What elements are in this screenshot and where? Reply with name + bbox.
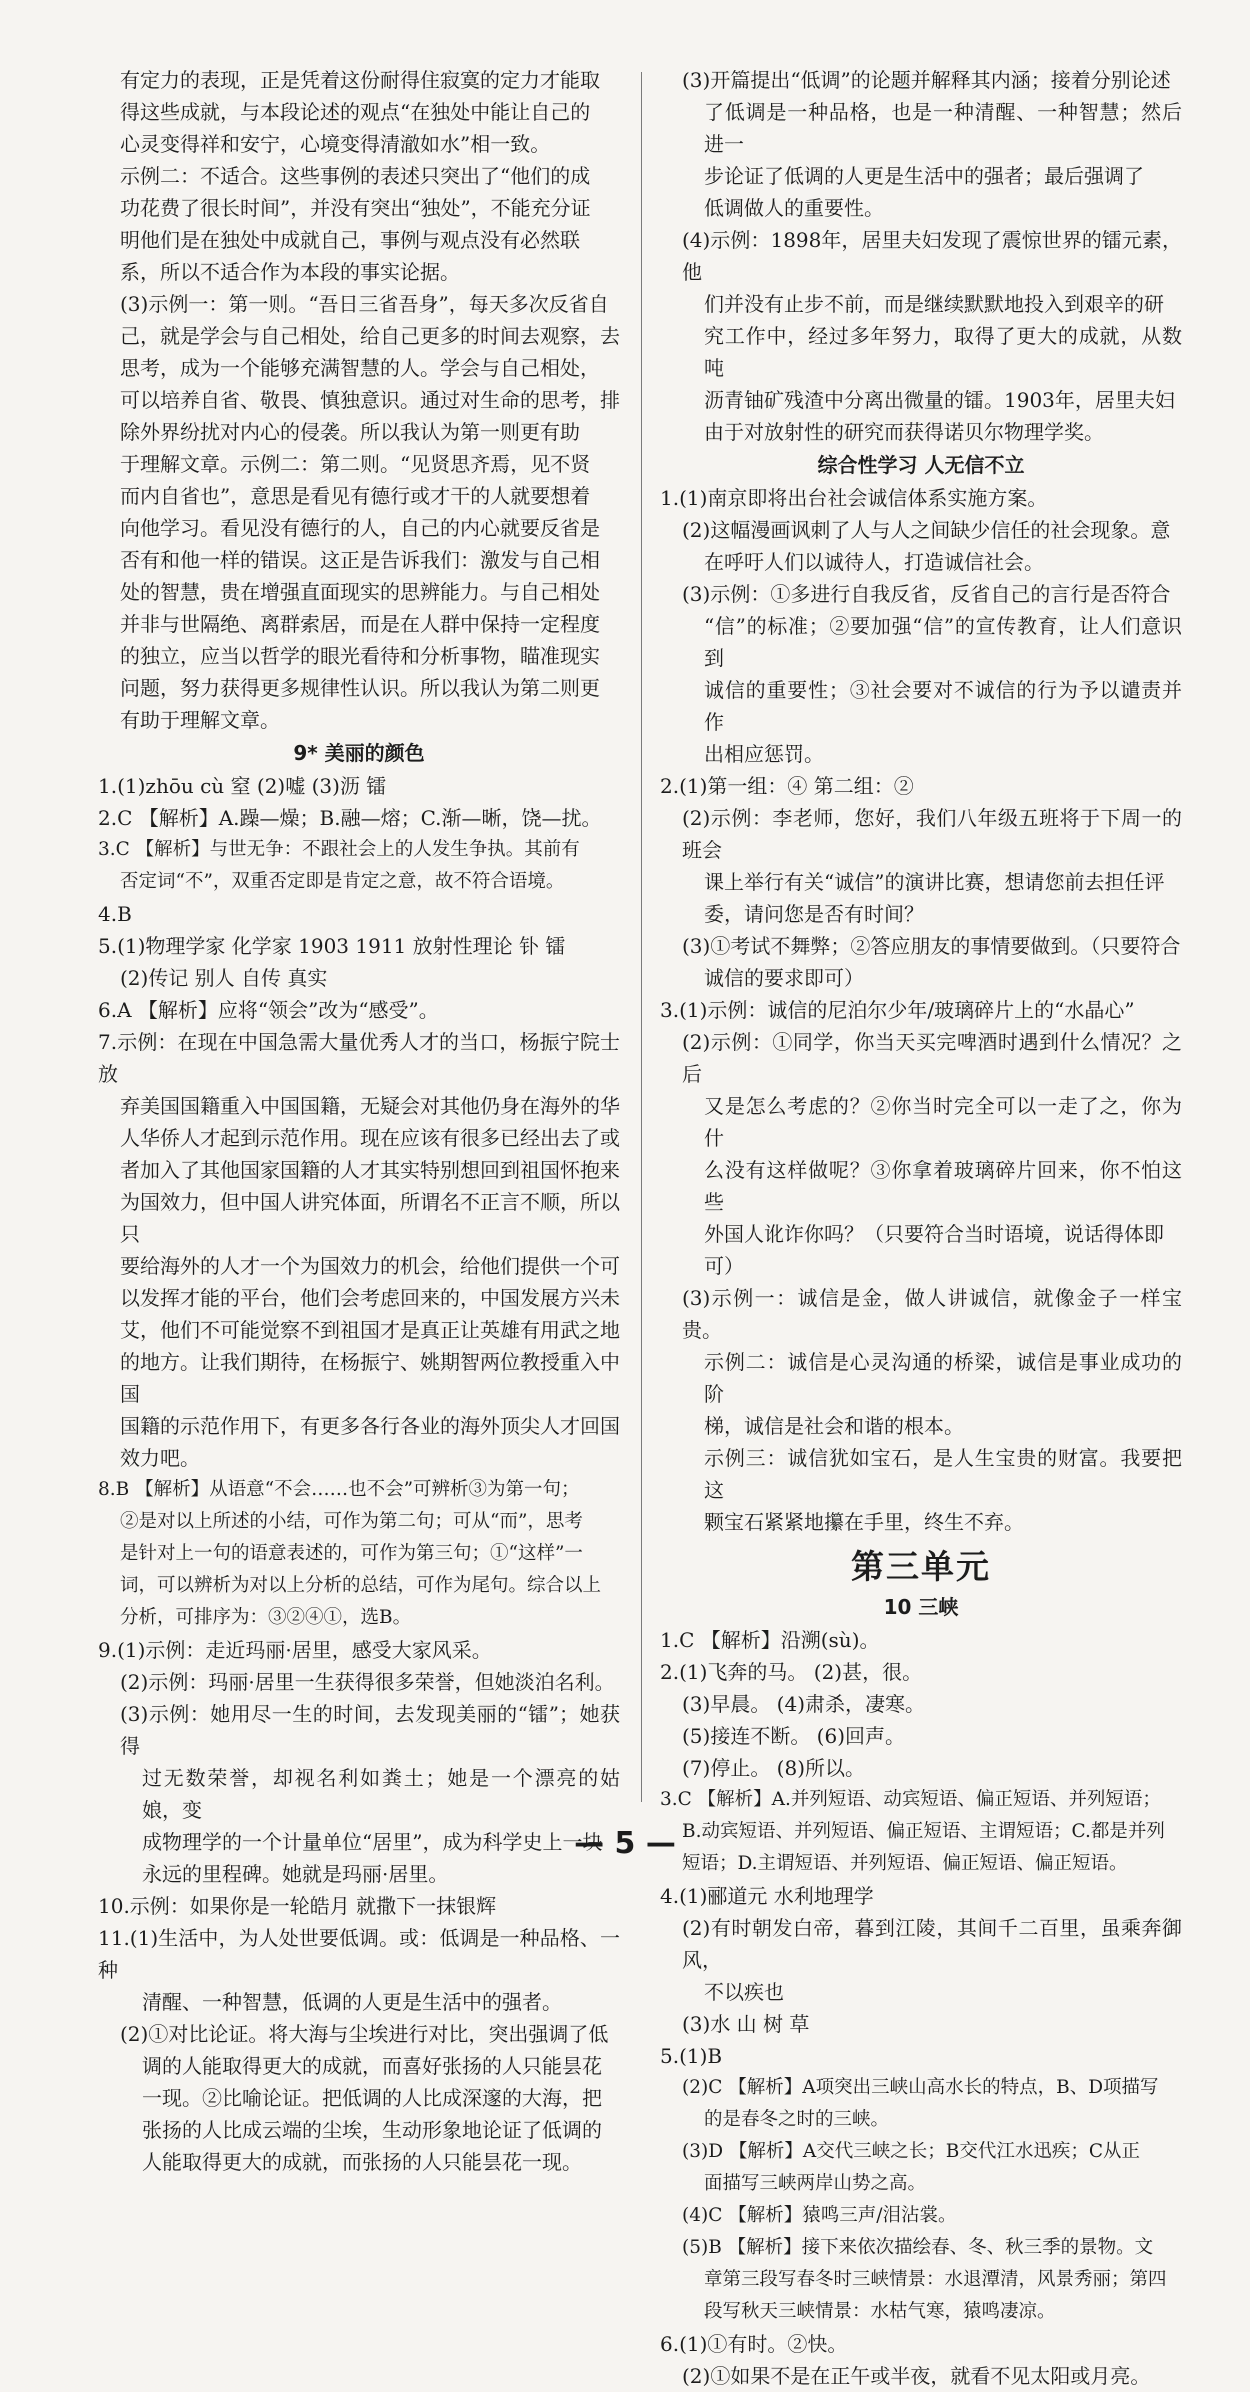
answer-line: “信”的标准；②要加强“信”的宣传教育，让人们意识到 bbox=[704, 614, 1182, 670]
answer-line: 除外界纷扰对内心的侵袭。所以我认为第一则更有助 bbox=[120, 420, 580, 444]
answer-line: (2)示例：①同学，你当天买完啤酒时遇到什么情况？之后 bbox=[682, 1030, 1182, 1086]
answer-line: 人华侨人才起到示范作用。现在应该有很多已经出去了或 bbox=[120, 1126, 620, 1150]
answer-line: 己，就是学会与自己相处，给自己更多的时间去观察，去 bbox=[120, 324, 620, 348]
answer-line: 了低调是一种品格，也是一种清醒、一种智慧；然后进一 bbox=[704, 100, 1182, 156]
answer-line: 不以疾也 bbox=[704, 1980, 784, 2004]
answer-line: 永远的里程碑。她就是玛丽·居里。 bbox=[142, 1862, 449, 1886]
answer-line: (2)示例：李老师，您好，我们八年级五班将于下周一的班会 bbox=[682, 806, 1182, 862]
answer-line: ②是对以上所述的小结，可作为第二句；可从“而”，思考 bbox=[120, 1511, 583, 1532]
section-heading: 10 三峡 bbox=[883, 1595, 959, 1619]
answer-line: 为国效力，但中国人讲究体面，所谓名不正言不顺，所以只 bbox=[120, 1190, 620, 1246]
answer-line: 们并没有止步不前，而是继续默默地投入到艰辛的研 bbox=[704, 292, 1164, 316]
answer-line: (3)示例一：诚信是金，做人讲诚信，就像金子一样宝贵。 bbox=[682, 1286, 1182, 1342]
answer-line: (2)传记 别人 自传 真实 bbox=[120, 966, 328, 990]
answer-line: 并非与世隔绝、离群索居，而是在人群中保持一定程度 bbox=[120, 612, 600, 636]
answer-line: 沥青铀矿残渣中分离出微量的镭。1903年，居里夫妇 bbox=[704, 388, 1175, 412]
answer-line: 2.C 【解析】A.躁—燥；B.融—熔；C.渐—晰，饶—扰。 bbox=[98, 806, 602, 830]
answer-line: 7.示例：在现在中国急需大量优秀人才的当口，杨振宁院士放 bbox=[98, 1030, 620, 1086]
answer-line: 得这些成就，与本段论述的观点“在独处中能让自己的 bbox=[120, 100, 591, 124]
answer-line: 成物理学的一个计量单位“居里”，成为科学史上一块 bbox=[142, 1830, 603, 1854]
answer-line: 5.(1)B bbox=[660, 2044, 723, 2068]
answer-line: 的是春冬之时的三峡。 bbox=[704, 2109, 890, 2130]
answer-line: 清醒、一种智慧，低调的人更是生活中的强者。 bbox=[142, 1990, 562, 2014]
answer-line: 词，可以辨析为对以上分析的总结，可作为尾句。综合以上 bbox=[120, 1575, 602, 1596]
answer-line: 张扬的人比成云端的尘埃，生动形象地论证了低调的 bbox=[142, 2118, 602, 2142]
answer-line: 10.示例：如果你是一轮皓月 就撒下一抹银辉 bbox=[98, 1894, 497, 1918]
answer-line: 1.(1)zhōu cù 窒 (2)嘘 (3)沥 镭 bbox=[98, 774, 387, 798]
section-heading: 综合性学习 人无信不立 bbox=[817, 453, 1025, 477]
answer-line: 心灵变得祥和安宁，心境变得清澈如水”相一致。 bbox=[120, 132, 551, 156]
page-number: — 5 — bbox=[574, 1826, 676, 1861]
answer-line: 过无数荣誉，却视名利如粪土；她是一个漂亮的姑娘，变 bbox=[142, 1766, 620, 1822]
answer-line: (2)①对比论证。将大海与尘埃进行对比，突出强调了低 bbox=[120, 2022, 609, 2046]
answer-line: 委，请问您是否有时间？ bbox=[704, 902, 924, 926]
answer-line: 4.B bbox=[98, 902, 132, 926]
answer-line: 9.(1)示例：走近玛丽·居里，感受大家风采。 bbox=[98, 1638, 492, 1662]
answer-line: 章第三段写春冬时三峡情景：水退潭清，风景秀丽；第四 bbox=[704, 2269, 1167, 2290]
answer-line: 课上举行有关“诚信”的演讲比赛，想请您前去担任评 bbox=[704, 870, 1165, 894]
answer-line: 短语；D.主谓短语、并列短语、偏正短语、偏正短语。 bbox=[682, 1853, 1128, 1874]
answer-line: 2.(1)飞奔的马。 (2)甚，很。 bbox=[660, 1660, 923, 1684]
answer-line: 1.(1)南京即将出台社会诚信体系实施方案。 bbox=[660, 486, 1048, 510]
answer-line: 3.C 【解析】A.并列短语、动宾短语、偏正短语、并列短语； bbox=[660, 1789, 1161, 1810]
answer-line: 人能取得更大的成就，而张扬的人只能昙花一现。 bbox=[142, 2150, 582, 2174]
answer-line: (3)示例：她用尽一生的时间，去发现美丽的“镭”；她获得 bbox=[120, 1702, 620, 1758]
answer-line: 究工作中，经过多年努力，取得了更大的成就，从数吨 bbox=[704, 324, 1182, 380]
answer-line: (3)早晨。 (4)肃杀，凄寒。 bbox=[682, 1692, 926, 1716]
answer-line: (3)示例一：第一则。“吾日三省吾身”，每天多次反省自 bbox=[120, 292, 609, 316]
answer-line: 向他学习。看见没有德行的人，自己的内心就要反省是 bbox=[120, 516, 600, 540]
answer-line: 艾，他们不可能觉察不到祖国才是真正让英雄有用武之地 bbox=[120, 1318, 620, 1342]
answer-line: 否有和他一样的错误。这正是告诉我们：激发与自己相 bbox=[120, 548, 600, 572]
answer-line: 处的智慧，贵在增强直面现实的思辨能力。与自己相处 bbox=[120, 580, 600, 604]
answer-line: 在呼吁人们以诚待人，打造诚信社会。 bbox=[704, 550, 1044, 574]
answer-line: (2)有时朝发白帝，暮到江陵，其间千二百里，虽乘奔御风， bbox=[682, 1916, 1182, 1972]
answer-line: 诚信的要求即可） bbox=[704, 966, 864, 990]
answer-line: 段写秋天三峡情景：水枯气寒，猿鸣凄凉。 bbox=[704, 2301, 1056, 2322]
answer-line: (2)示例：玛丽·居里一生获得很多荣誉，但她淡泊名利。 bbox=[120, 1670, 615, 1694]
answer-line: 么没有这样做呢？③你拿着玻璃碎片回来，你不怕这些 bbox=[704, 1158, 1182, 1214]
answer-line: 于理解文章。示例二：第二则。“见贤思齐焉，见不贤 bbox=[120, 452, 591, 476]
answer-line: 3.C 【解析】与世无争：不跟社会上的人发生争执。其前有 bbox=[98, 839, 580, 860]
answer-line: 功花费了很长时间”，并没有突出“独处”，不能充分证 bbox=[120, 196, 591, 220]
answer-line: (3)①考试不舞弊；②答应朋友的事情要做到。（只要符合 bbox=[682, 934, 1181, 958]
answer-line: 步论证了低调的人更是生活中的强者；最后强调了 bbox=[704, 164, 1144, 188]
answer-line: 示例二：诚信是心灵沟通的桥梁，诚信是事业成功的阶 bbox=[704, 1350, 1182, 1406]
answer-line: 问题，努力获得更多规律性认识。所以我认为第二则更 bbox=[120, 676, 600, 700]
unit-heading: 第三单元 bbox=[851, 1547, 991, 1586]
answer-line: 6.A 【解析】应将“领会”改为“感受”。 bbox=[98, 998, 439, 1022]
answer-line: (5)接连不断。 (6)回声。 bbox=[682, 1724, 906, 1748]
answer-line: 调的人能取得更大的成就，而喜好张扬的人只能昙花 bbox=[142, 2054, 602, 2078]
answer-line: 低调做人的重要性。 bbox=[704, 196, 884, 220]
answer-line: (4)C 【解析】猿鸣三声/泪沾裳。 bbox=[682, 2205, 957, 2226]
answer-line: 的独立，应当以哲学的眼光看待和分析事物，瞄准现实 bbox=[120, 644, 600, 668]
answer-line: 系，所以不适合作为本段的事实论据。 bbox=[120, 260, 460, 284]
answer-line: (7)停止。 (8)所以。 bbox=[682, 1756, 866, 1780]
answer-line: 2.(1)第一组：④ 第二组：② bbox=[660, 774, 914, 798]
answer-line: (2)C 【解析】A项突出三峡山高水长的特点，B、D项描写 bbox=[682, 2077, 1159, 2098]
answer-line: 6.(1)①有时。②快。 bbox=[660, 2332, 848, 2356]
right-column bbox=[660, 64, 1182, 2392]
answer-line: 示例三：诚信犹如宝石，是人生宝贵的财富。我要把这 bbox=[704, 1446, 1182, 1502]
answer-line: B.动宾短语、并列短语、偏正短语、主谓短语；C.都是并列 bbox=[682, 1821, 1165, 1842]
answer-line: 有定力的表现，正是凭着这份耐得住寂寞的定力才能取 bbox=[120, 68, 600, 92]
answer-line: 否定词“不”，双重否定即是肯定之意，故不符合语境。 bbox=[120, 871, 565, 892]
answer-line: 效力吧。 bbox=[120, 1446, 200, 1470]
column-divider bbox=[641, 72, 642, 1802]
answer-line: 明他们是在独处中成就自己，事例与观点没有必然联 bbox=[120, 228, 580, 252]
answer-line: (4)示例：1898年，居里夫妇发现了震惊世界的镭元素，他 bbox=[682, 228, 1182, 284]
answer-line: 8.B 【解析】从语意“不会……也不会”可辨析③为第一句； bbox=[98, 1479, 580, 1500]
answer-line: 5.(1)物理学家 化学家 1903 1911 放射性理论 钋 镭 bbox=[98, 934, 566, 958]
answer-line: 要给海外的人才一个为国效力的机会，给他们提供一个可 bbox=[120, 1254, 620, 1278]
answer-line: 出相应惩罚。 bbox=[704, 742, 824, 766]
answer-line: (2)这幅漫画讽刺了人与人之间缺少信任的社会现象。意 bbox=[682, 518, 1171, 542]
answer-line: (3)开篇提出“低调”的论题并解释其内涵；接着分别论述 bbox=[682, 68, 1171, 92]
answer-line: 有助于理解文章。 bbox=[120, 708, 280, 732]
answer-line: 由于对放射性的研究而获得诺贝尔物理学奖。 bbox=[704, 420, 1104, 444]
answer-line: 外国人讹诈你吗？（只要符合当时语境，说话得体即 bbox=[704, 1222, 1164, 1246]
answer-line: 颗宝石紧紧地攥在手里，终生不弃。 bbox=[704, 1510, 1024, 1534]
answer-line: 3.(1)示例：诚信的尼泊尔少年/玻璃碎片上的“水晶心” bbox=[660, 998, 1135, 1022]
answer-line: 可） bbox=[704, 1254, 744, 1278]
answer-line: 分析，可排序为：③②④①，选B。 bbox=[120, 1607, 412, 1628]
answer-line: 1.C 【解析】沿溯(sù)。 bbox=[660, 1628, 880, 1652]
answer-line: 面描写三峡两岸山势之高。 bbox=[704, 2173, 927, 2194]
answer-line: 又是怎么考虑的？②你当时完全可以一走了之，你为什 bbox=[704, 1094, 1182, 1150]
answer-line: 者加入了其他国家国籍的人才其实特别想回到祖国怀抱来 bbox=[120, 1158, 620, 1182]
answer-line: 梯，诚信是社会和谐的根本。 bbox=[704, 1414, 964, 1438]
answer-line: 4.(1)郦道元 水利地理学 bbox=[660, 1884, 874, 1908]
answer-line: 诚信的重要性；③社会要对不诚信的行为予以谴责并作 bbox=[704, 678, 1182, 734]
answer-line: 国籍的示范作用下，有更多各行各业的海外顶尖人才回国 bbox=[120, 1414, 620, 1438]
answer-line: (3)示例：①多进行自我反省，反省自己的言行是否符合 bbox=[682, 582, 1171, 606]
answer-line: 一现。②比喻论证。把低调的人比成深邃的大海，把 bbox=[142, 2086, 602, 2110]
answer-line: 弃美国国籍重入中国国籍，无疑会对其他仍身在海外的华 bbox=[120, 1094, 620, 1118]
answer-line: 可以培养自省、敬畏、慎独意识。通过对生命的思考，排 bbox=[120, 388, 620, 412]
answer-line: 思考，成为一个能够充满智慧的人。学会与自己相处， bbox=[120, 356, 600, 380]
answer-line: (3)水 山 树 草 bbox=[682, 2012, 810, 2036]
answer-line: 11.(1)生活中，为人处世要低调。或：低调是一种品格、一种 bbox=[98, 1926, 620, 1982]
answer-line: 以发挥才能的平台，他们会考虑回来的，中国发展方兴未 bbox=[120, 1286, 620, 1310]
answer-line: 而内自省也”，意思是看见有德行或才干的人就要想着 bbox=[120, 484, 591, 508]
answer-line: 示例二：不适合。这些事例的表述只突出了“他们的成 bbox=[120, 164, 591, 188]
answer-line: (2)①如果不是在正午或半夜，就看不见太阳或月亮。 bbox=[682, 2364, 1151, 2388]
answer-line: 是针对上一句的语意表述的，可作为第三句；①“这样”一 bbox=[120, 1543, 583, 1564]
answer-line: 的地方。让我们期待，在杨振宁、姚期智两位教授重入中国 bbox=[120, 1350, 620, 1406]
answer-line: (5)B 【解析】接下来依次描绘春、冬、秋三季的景物。文 bbox=[682, 2237, 1154, 2258]
section-heading: 9* 美丽的颜色 bbox=[293, 741, 425, 765]
answer-line: (3)D 【解析】A交代三峡之长；B交代江水迅疾；C从正 bbox=[682, 2141, 1141, 2162]
